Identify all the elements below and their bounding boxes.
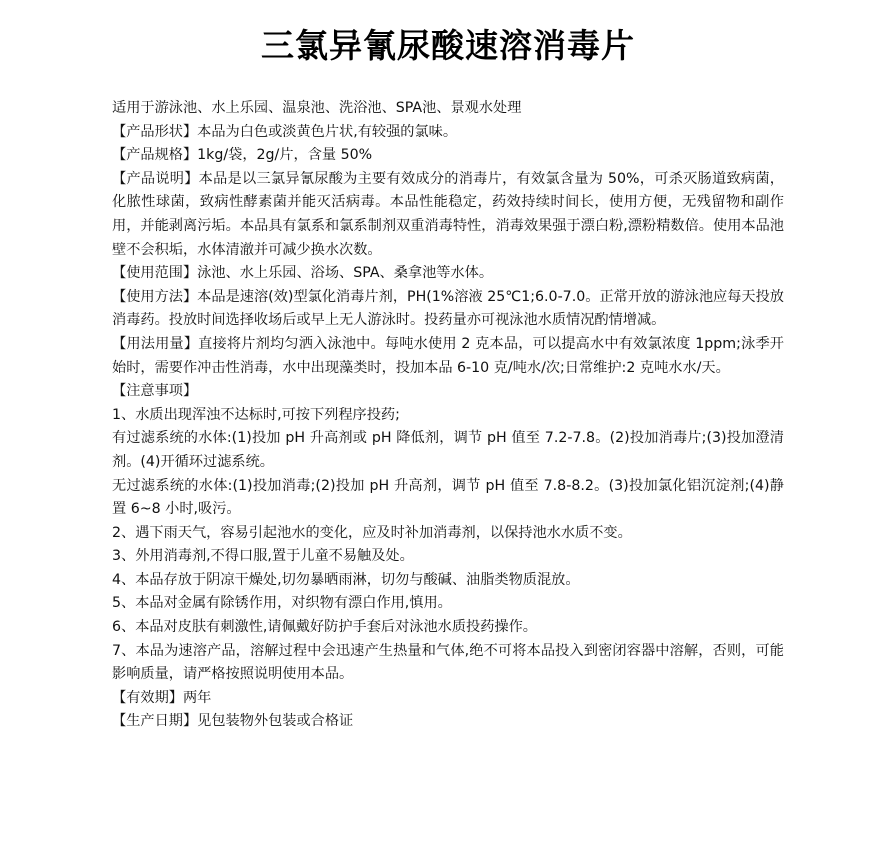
paragraph-precaution-1-filtered: 有过滤系统的水体:(1)投加 pH 升高剂或 pH 降低剂，调节 pH 值至 7.2-7.8。(2)投加消毒片;(3)投加澄清剂。(4)开循环过滤系统。 [112,430,784,470]
paragraph-precaution-3: 3、外用消毒剂,不得口服,置于儿童不易触及处。 [112,548,414,565]
paragraph-precaution-7: 7、本品为速溶产品，溶解过程中会迅速产生热量和气体,绝不可将本品投入到密闭容器中溶解，否则，可能影响质量，请严格按照说明使用本品。 [112,642,784,683]
paragraph-usage-range: 【使用范围】泳池、水上乐园、浴场、SPA、桑拿池等水体。 [112,265,494,282]
paragraph-applicable-scope: 适用于游泳池、水上乐园、温泉池、洗浴池、SPA池、景观水处理 [112,100,522,116]
paragraph-dosage: 【用法用量】直接将片剂均匀洒入泳池中。每吨水使用 2 克本品，可以提高水中有效氯浓度 1ppm;泳季开始时，需要作冲击性消毒，水中出现藻类时，投加本品 6-10 克/吨水/次;日常维护:2 克吨水水/天。 [112,335,784,376]
paragraph-usage-method: 【使用方法】本品是速溶(效)型氯化消毒片剂，PH(1%溶液 25℃1;6.0-7.0。正常开放的游泳池应每天投放消毒药。投放时间选择收场后或早上无人游泳时。投药量亦可视泳池水质情况酌情增减。 [112,288,784,329]
document-title: 三氯异氰尿酸速溶消毒片 [261,26,635,65]
paragraph-product-spec: 【产品规格】1kg/袋，2g/片，含量 50% [112,147,373,164]
paragraph-precautions-heading: 【注意事项】 [112,383,198,400]
paragraph-precaution-5: 5、本品对金属有除锈作用，对织物有漂白作用,慎用。 [112,595,452,612]
paragraph-precaution-1: 1、水质出现浑浊不达标时,可按下列程序投药; [112,406,400,423]
paragraph-product-description: 【产品说明】本品是以三氯异氰尿酸为主要有效成分的消毒片，有效氯含量为 50%，可杀灭肠道致病菌，化脓性球菌，致病性酵素菌并能灭活病毒。本品性能稳定，药效持续时间长，使用方便，无残留物和副作用，并能剥离污垢。本品具有氯系和氯系制剂双重消毒特性，消毒效果强于漂白粉,漂粉精数倍。使用本品池壁不会积垢，水体清澈并可减少换水次数。 [112,170,784,258]
document-body [112,97,784,734]
paragraph-product-shape: 【产品形状】本品为白色或淡黄色片状,有较强的氯味。 [112,123,458,140]
paragraph-precaution-4: 4、本品存放于阴凉干燥处,切勿暴晒雨淋，切勿与酸碱、油脂类物质混放。 [112,571,580,588]
paragraph-precaution-6: 6、本品对皮肤有刺激性,请佩戴好防护手套后对泳池水质投药操作。 [112,619,537,636]
paragraph-precaution-2: 2、遇下雨天气，容易引起池水的变化，应及时补加消毒剂，以保持池水水质不变。 [112,524,632,541]
paragraph-shelf-life: 【有效期】两年 [112,689,212,706]
paragraph-precaution-1-unfiltered: 无过滤系统的水体:(1)投加消毒;(2)投加 pH 升高剂，调节 pH 值至 7.8-8.2。(3)投加氯化铝沉淀剂;(4)静置 6~8 小时,吸污。 [112,477,784,518]
paragraph-production-date: 【生产日期】见包装物外包装或合格证 [112,713,354,730]
